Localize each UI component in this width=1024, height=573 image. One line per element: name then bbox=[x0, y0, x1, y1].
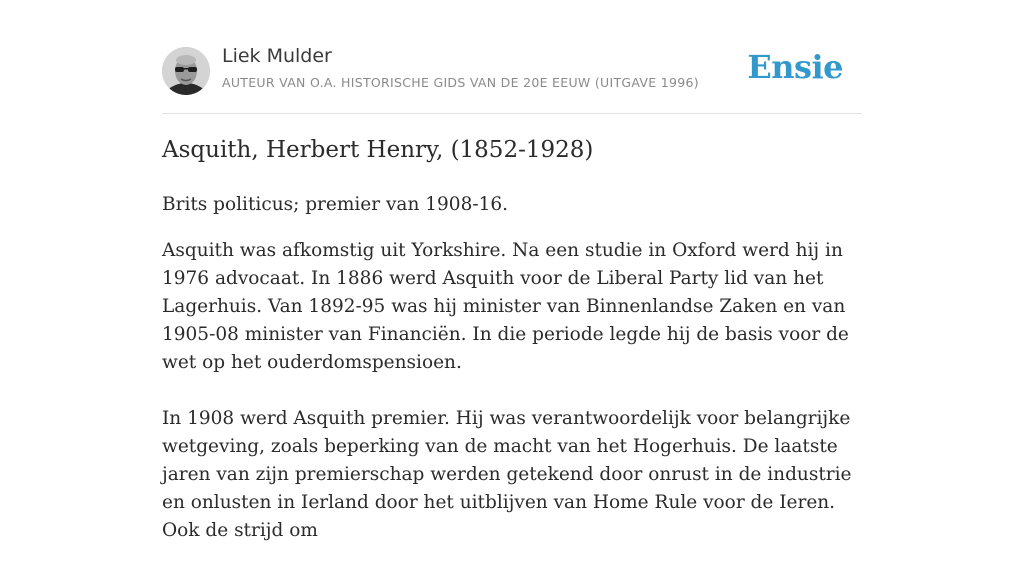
article-title: Asquith, Herbert Henry, (1852-1928) bbox=[162, 137, 594, 163]
article-paragraph: In 1908 werd Asquith premier. Hij was verantwoordelijk voor belangrijke wetgeving, zoals beperking van de macht van het Hogerhuis. De laatste jaren van zijn premierschap werden getekend door onrust in de industrie en onlusten in Ierland door het uitblijven van Home Rule voor de Ieren. Ook de strijd om bbox=[162, 408, 852, 541]
author-name[interactable]: Liek Mulder bbox=[222, 45, 332, 67]
author-header bbox=[162, 0, 862, 114]
article-page bbox=[162, 0, 862, 541]
author-avatar[interactable] bbox=[162, 47, 210, 95]
article-intro: Brits politicus; premier van 1908-16. bbox=[162, 194, 509, 215]
ensie-logo[interactable]: Ensie bbox=[747, 48, 843, 86]
article-body bbox=[162, 237, 862, 573]
author-portrait-icon bbox=[162, 47, 210, 95]
author-subtitle: AUTEUR VAN O.A. HISTORISCHE GIDS VAN DE 20E EEUW (UITGAVE 1996) bbox=[222, 75, 699, 90]
article-paragraph: Asquith was afkomstig uit Yorkshire. Na een studie in Oxford werd hij in 1976 advocaat. In 1886 werd Asquith voor de Liberal Party lid van het Lagerhuis. Van 1892-95 was hij minister van Binnenlandse Zaken en van 1905-08 minister van Financiën. In die periode legde hij de basis voor de wet op het ouderdomspensioen. bbox=[162, 240, 849, 373]
